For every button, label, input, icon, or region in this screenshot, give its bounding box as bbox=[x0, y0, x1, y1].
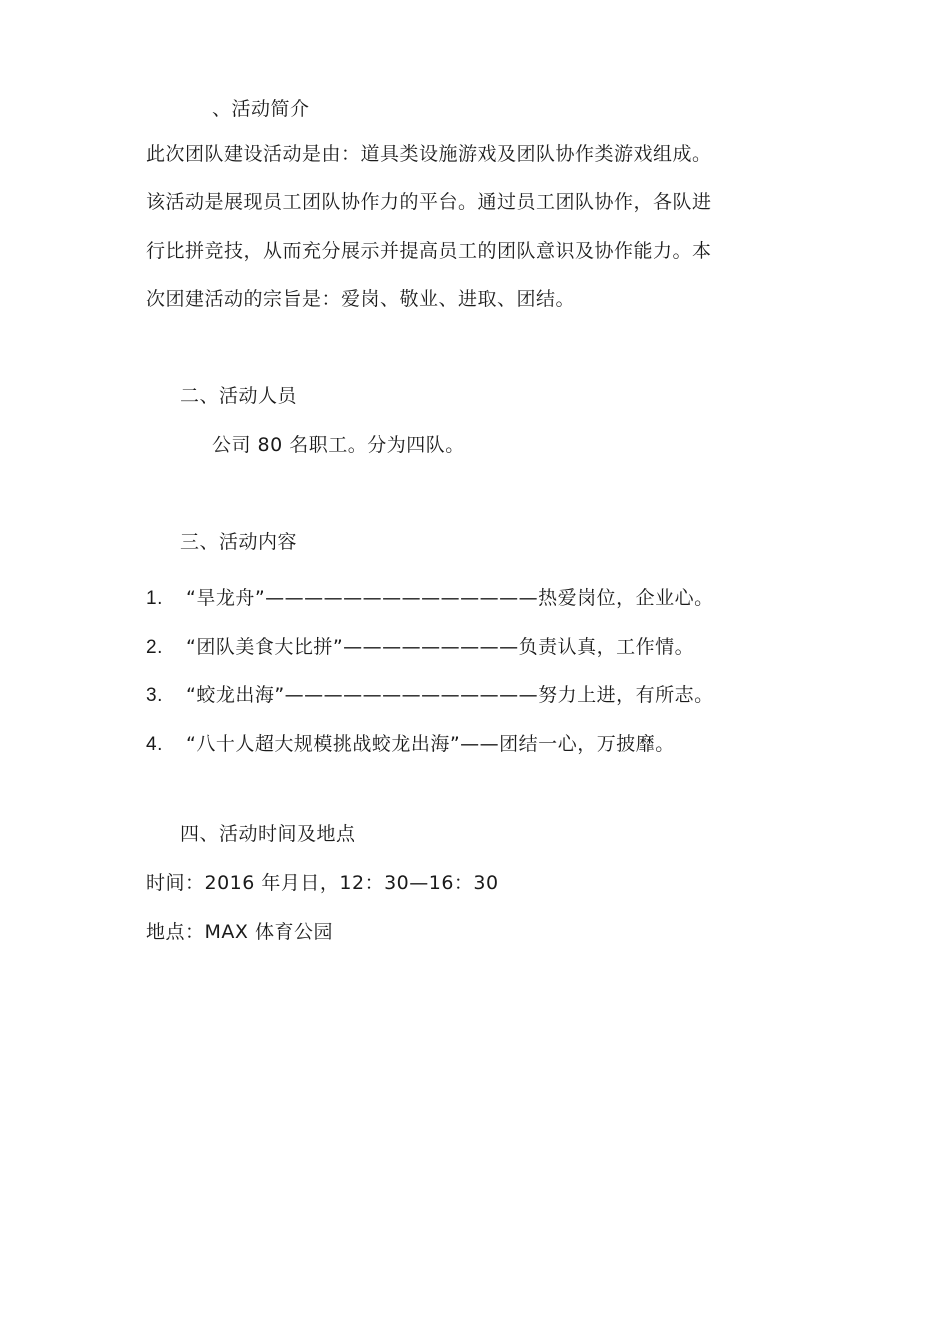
list-item bbox=[146, 682, 714, 709]
list-item bbox=[146, 634, 694, 661]
section-1-paragraph-line-3: 行比拼竞技，从而充分展示并提高员工的团队意识及协作能力。本 bbox=[146, 240, 712, 262]
section-4-place: 地点：MAX 体育公园 bbox=[146, 921, 333, 943]
list-item-text: “团队美食大比拼”—————————负责认真，工作情。 bbox=[186, 636, 695, 658]
list-item-number: 3. bbox=[146, 685, 163, 706]
section-3-heading: 三、活动内容 bbox=[180, 531, 298, 553]
section-2-heading: 二、活动人员 bbox=[180, 385, 298, 407]
list-item bbox=[146, 585, 714, 612]
section-2-text: 公司 80 名职工。分为四队。 bbox=[212, 434, 465, 456]
section-4-time: 时间：2016 年月日，12：30—16：30 bbox=[146, 872, 499, 894]
section-1-heading: 、活动简介 bbox=[212, 98, 310, 120]
list-item-text: “蛟龙出海”—————————————努力上进，有所志。 bbox=[186, 684, 714, 706]
list-item-number: 2. bbox=[146, 637, 163, 658]
section-1-paragraph-line-4: 次团建活动的宗旨是：爱岗、敬业、进取、团结。 bbox=[146, 288, 576, 310]
section-1-paragraph-line-2: 该活动是展现员工团队协作力的平台。通过员工团队协作，各队进 bbox=[146, 191, 712, 213]
list-item-number: 1. bbox=[146, 588, 163, 609]
section-1-paragraph-line-1: 此次团队建设活动是由：道具类设施游戏及团队协作类游戏组成。 bbox=[146, 143, 712, 165]
list-item-text: “旱龙舟”——————————————热爱岗位，企业心。 bbox=[186, 587, 714, 609]
section-4-heading: 四、活动时间及地点 bbox=[180, 823, 356, 845]
list-item-text: “八十人超大规模挑战蛟龙出海”——团结一心，万披靡。 bbox=[186, 733, 675, 755]
list-item bbox=[146, 731, 675, 758]
list-item-number: 4. bbox=[146, 734, 163, 755]
